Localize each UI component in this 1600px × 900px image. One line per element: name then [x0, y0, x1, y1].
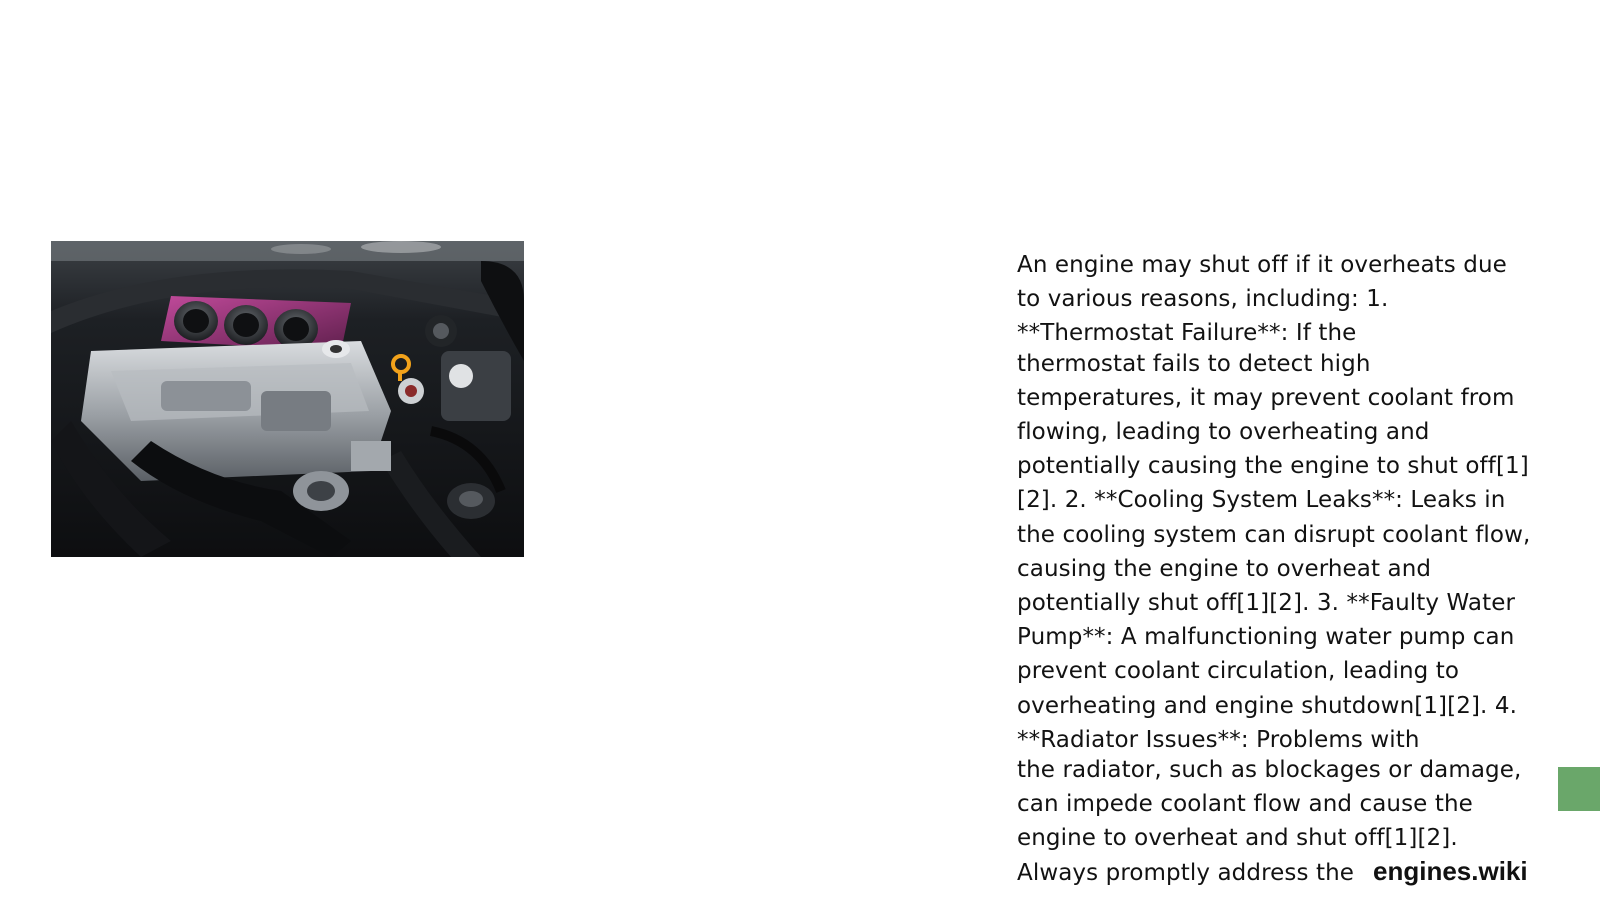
engine-illustration — [51, 241, 524, 557]
green-accent-square — [1558, 767, 1600, 811]
article-text — [1017, 248, 1537, 900]
site-watermark: engines.wiki — [1373, 856, 1528, 886]
paragraph-2: thermostat fails to detect high temperatures, it may prevent coolant from flowing, leading to overheating and potentially causing the engine to shut off[1][2]. 2. **Cooling System Leaks**: Leaks in the cooling system can disrupt coolant flow, causing the engine to overheat and potentially shut off[1][2]. 3. **Faulty Water Pump**: A malfunctioning water pump can prevent coolant circulation, leading to overheating and engine shutdown[1][2]. 4. **Radiator Issues**: Problems with — [1017, 350, 1531, 753]
paragraph-3: the radiator, such as blockages or damage, can impede coolant flow and cause the engine to overheat and shut off[1][2]. Always promptly address the — [1017, 757, 1522, 886]
engine-photo — [51, 241, 524, 557]
paragraph-1: An engine may shut off if it overheats due to various reasons, including: 1. **Thermostat Failure**: If the — [1017, 252, 1507, 347]
